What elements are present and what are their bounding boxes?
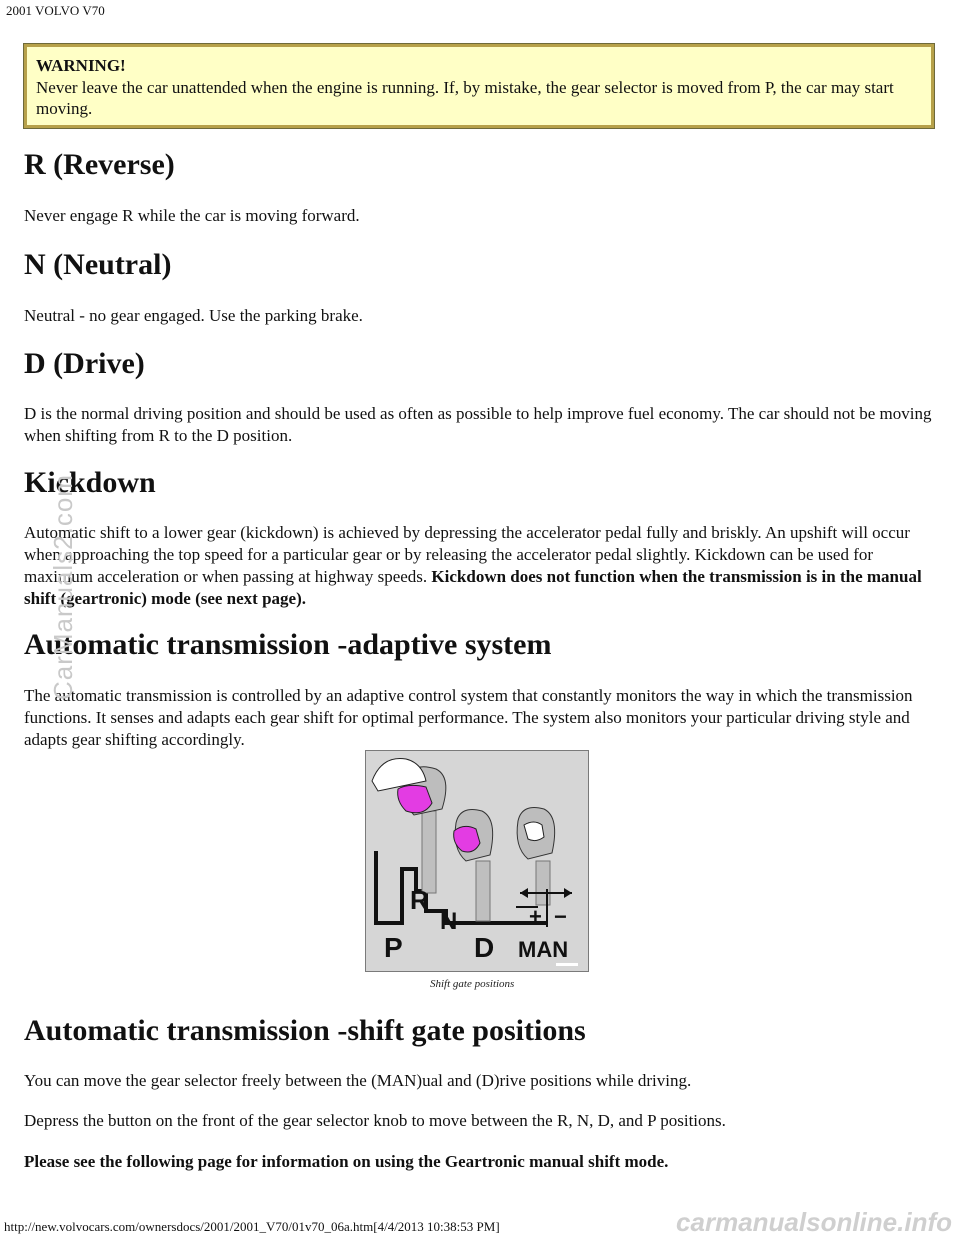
text-reverse: Never engage R while the car is moving forward. xyxy=(24,206,360,225)
gate-label-man: MAN xyxy=(518,937,569,962)
figure-corner-mark xyxy=(556,963,578,966)
heading-reverse: R (Reverse) xyxy=(24,148,175,181)
page-footer-url: http://new.volvocars.com/ownersdocs/2001/2001_V70/01v70_06a.htm[4/4/2013 10:38:53 PM] xyxy=(4,1219,500,1234)
text-kickdown-bold: Kickdown does not function when the transmission is in the manual shift (geartronic) mode (see next page). xyxy=(24,567,922,608)
figure-caption: Shift gate positions xyxy=(430,978,515,990)
shift-rod-1 xyxy=(422,811,436,893)
warning-title: WARNING! xyxy=(36,56,126,75)
heading-drive: D (Drive) xyxy=(24,347,145,380)
heading-shift-gate: Automatic transmission -shift gate positions xyxy=(24,1014,586,1047)
heading-kickdown: Kickdown xyxy=(24,466,156,499)
shift-gate-illustration xyxy=(366,751,588,971)
text-adaptive: The automatic transmission is controlled by an adaptive control system that constantly monitors the way in which the transmission functions. It senses and adapts each gear shift for optimal performance. The system also monitors your particular driving style and adapts gear shifting accordingly. xyxy=(24,686,913,749)
text-shift-gate-3: Please see the following page for information on using the Geartronic manual shift mode. xyxy=(24,1152,669,1171)
warning-box xyxy=(24,44,934,128)
text-kickdown-main: Automatic shift to a lower gear (kickdown) is achieved by depressing the accelerator pedal fully and briskly. An upshift will occur when approaching the top speed for a particular gear or by releasing the accelerator pedal slightly. Kickdown can be used for maximum acceleration or when passing at highway speeds. xyxy=(24,523,910,586)
gate-label-p: P xyxy=(384,932,403,963)
knob-button-1 xyxy=(398,785,432,812)
text-neutral: Neutral - no gear engaged. Use the parking brake. xyxy=(24,306,363,325)
text-drive: D is the normal driving position and should be used as often as possible to help improve fuel economy. The car should not be moving when shifting from R to the D position. xyxy=(24,404,932,445)
text-kickdown xyxy=(24,522,939,610)
text-shift-gate-2: Depress the button on the front of the gear selector knob to move between the R, N, D, and P positions. xyxy=(24,1111,726,1130)
heading-adaptive: Automatic transmission -adaptive system xyxy=(24,628,552,661)
heading-neutral: N (Neutral) xyxy=(24,248,172,281)
gate-outline xyxy=(376,851,546,923)
man-arrow-left xyxy=(520,888,528,898)
corner-watermark: carmanualsonline.info xyxy=(676,1207,952,1237)
gate-label-r: R xyxy=(410,885,429,915)
gate-label-plus: + xyxy=(529,904,542,929)
side-watermark: CarManuals2.com xyxy=(48,474,78,700)
gate-label-n: N xyxy=(440,908,458,935)
man-arrow-right xyxy=(564,888,572,898)
shift-gate-figure xyxy=(365,750,589,972)
gate-label-minus: − xyxy=(554,904,567,929)
text-shift-gate-1: You can move the gear selector freely between the (MAN)ual and (D)rive positions while driving. xyxy=(24,1071,692,1090)
gate-label-d: D xyxy=(474,932,495,963)
page-header-title: 2001 VOLVO V70 xyxy=(6,3,105,18)
warning-text: Never leave the car unattended when the engine is running. If, by mistake, the gear selector is moved from P, the car may start moving. xyxy=(36,78,894,118)
shift-rod-2 xyxy=(476,861,490,921)
